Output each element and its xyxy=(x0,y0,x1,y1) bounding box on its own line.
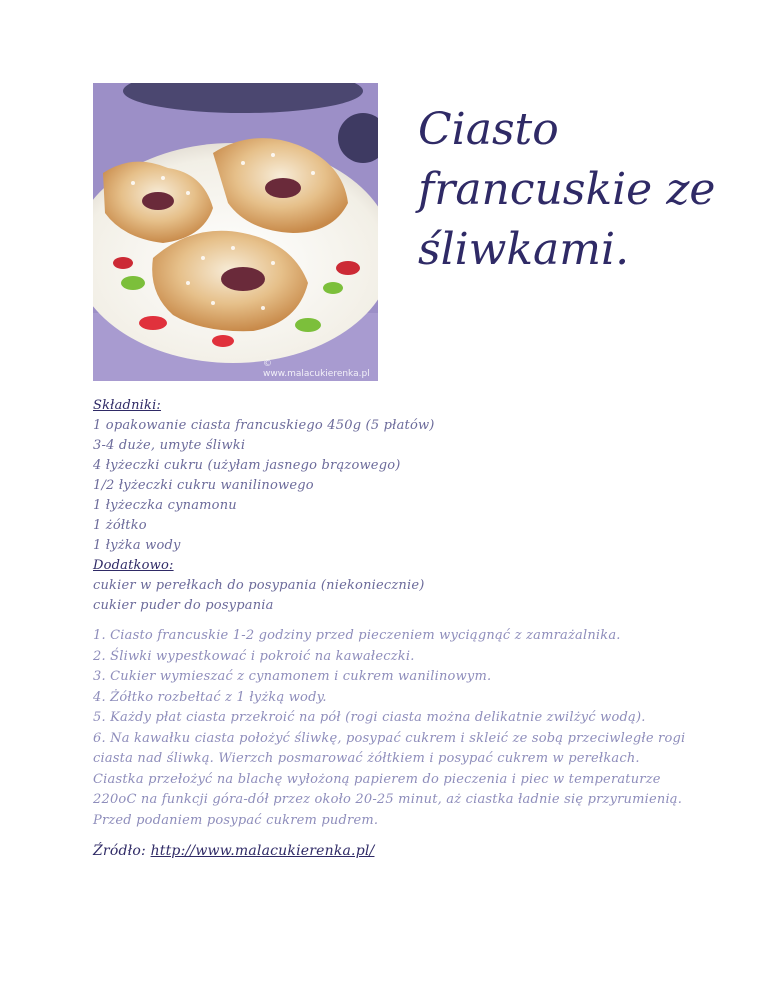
step-item: 5. Każdy płat ciasta przekroić na pół (rogi ciasta można delikatnie zwilżyć wodą). xyxy=(93,710,646,725)
step-item: 6. Na kawałku ciasta położyć śliwkę, posypać cukrem i skleić ze sobą przeciwległe rogi ciasta nad śliwką. Wierzch posmarować żółtkiem i posypać cukrem w perełkach. Ciastka przełożyć na blachę wyłożoną papierem do pieczenia i piec w temperaturze 220oC na funkcji góra-dół przez około 20-25 minut, aż ciastka ładnie się przyrumienią. Przed podaniem posypać cukrem pudrem. xyxy=(93,730,686,828)
ingredient-item: 3-4 duże, umyte śliwki xyxy=(93,438,246,453)
extra-item: cukier w perełkach do posypania (niekoniecznie) xyxy=(93,578,425,593)
ingredients-list xyxy=(93,416,693,556)
photo-watermark: © www.malacukierenka.pl xyxy=(263,359,370,379)
pastry-plate-image xyxy=(93,83,378,381)
recipe-body xyxy=(93,396,693,861)
recipe-photo xyxy=(93,83,378,381)
ingredient-item: 1 łyżeczka cynamonu xyxy=(93,498,237,513)
step-item: 2. Śliwki wypestkować i pokroić na kawałeczki. xyxy=(93,648,415,664)
ingredient-item: 4 łyżeczki cukru (użyłam jasnego brązowego) xyxy=(93,458,401,473)
source-link[interactable]: http://www.malacukierenka.pl/ xyxy=(150,843,375,859)
step-item: 4. Żółtko rozbełtać z 1 łyżką wody. xyxy=(93,689,327,705)
step-item: 3. Cukier wymieszać z cynamonem i cukrem wanilinowym. xyxy=(93,669,492,684)
ingredient-item: 1 żółtko xyxy=(93,518,147,533)
steps-list xyxy=(93,626,693,831)
ingredient-item: 1/2 łyżeczki cukru wanilinowego xyxy=(93,478,314,493)
extra-item: cukier puder do posypania xyxy=(93,598,274,613)
recipe-title: Ciasto francuskie ze śliwkami. xyxy=(418,104,716,275)
extras-heading: Dodatkowo: xyxy=(93,558,174,573)
ingredients-heading: Składniki: xyxy=(93,398,162,413)
source-label: Źródło: xyxy=(93,843,146,859)
source-line xyxy=(93,841,693,861)
ingredient-item: 1 opakowanie ciasta francuskiego 450g (5 płatów) xyxy=(93,418,435,433)
extras-list xyxy=(93,576,693,616)
step-item: 1. Ciasto francuskie 1-2 godziny przed pieczeniem wyciągnąć z zamrażalnika. xyxy=(93,628,621,643)
ingredient-item: 1 łyżka wody xyxy=(93,538,181,553)
